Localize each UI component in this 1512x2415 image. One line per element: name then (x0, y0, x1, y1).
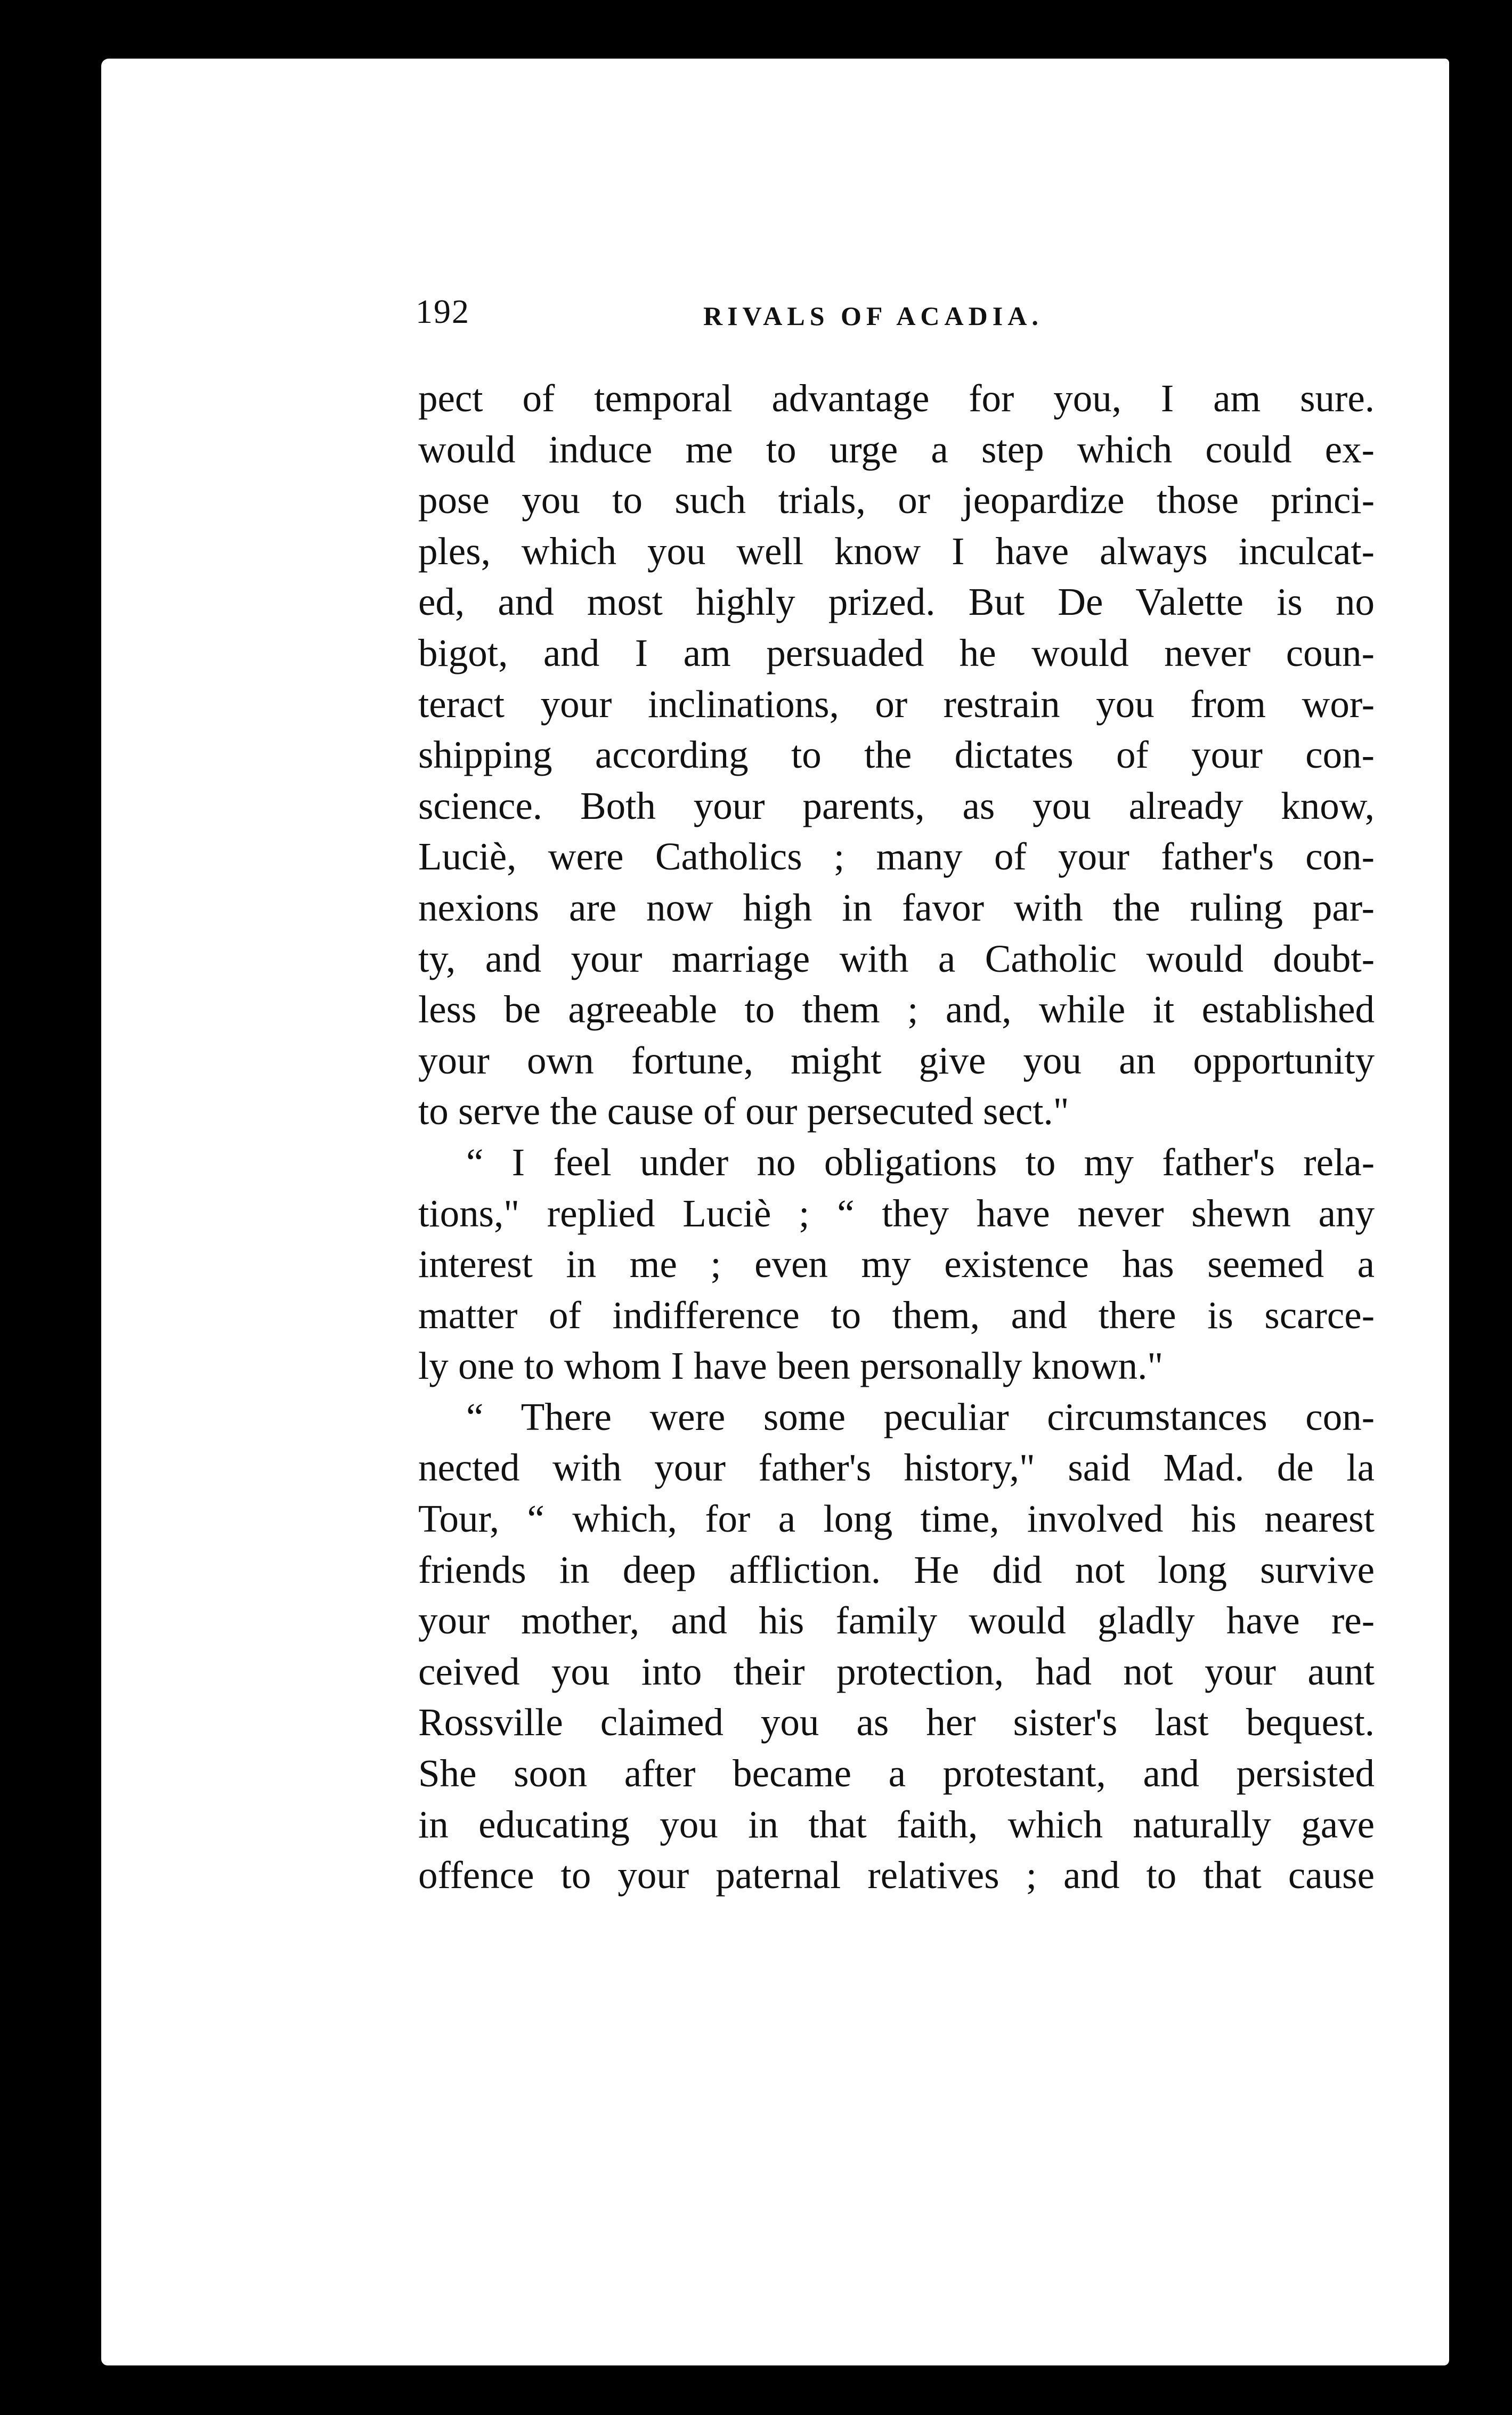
text-line: nected with your father's history," said Mad. de la (418, 1446, 1375, 1490)
text-line: “ There were some peculiar circumstances con- (466, 1395, 1375, 1438)
text-line: “ I feel under no obligations to my father's rela- (466, 1140, 1375, 1184)
text-line: shipping according to the dictates of your con- (418, 733, 1375, 777)
text-line: ly one to whom I have been personally known." (418, 1344, 1164, 1388)
page-number: 192 (416, 292, 470, 330)
text-line: friends in deep affliction. He did not long survive (418, 1548, 1375, 1591)
text-line: bigot, and I am persuaded he would never coun- (418, 631, 1375, 674)
page-header (416, 282, 1375, 341)
text-line: ed, and most highly prized. But De Valette is no (418, 580, 1375, 624)
text-line: tions," replied Luciè ; “ they have never shewn any (418, 1191, 1375, 1235)
text-line: less be agreeable to them ; and, while it established (418, 988, 1375, 1031)
text-line: She soon after became a protestant, and persisted (418, 1752, 1375, 1795)
text-line: in educating you in that faith, which naturally gave (418, 1802, 1375, 1846)
running-title: RIVALS OF ACADIA. (703, 301, 1043, 331)
text-line: offence to your paternal relatives ; and to that cause (418, 1853, 1375, 1897)
text-line: matter of indifference to them, and there is scarce- (418, 1293, 1375, 1337)
text-line: Tour, “ which, for a long time, involved his nearest (418, 1497, 1375, 1541)
text-line: pose you to such trials, or jeopardize those princi- (418, 478, 1375, 522)
text-line: to serve the cause of our persecuted sect." (418, 1089, 1069, 1133)
body-text (418, 373, 1375, 1901)
text-line: would induce me to urge a step which could ex- (418, 427, 1375, 471)
text-line: Luciè, were Catholics ; many of your father's con- (418, 835, 1375, 879)
text-line: interest in me ; even my existence has seemed a (418, 1242, 1375, 1286)
text-line: Rossville claimed you as her sister's last bequest. (418, 1701, 1375, 1744)
text-line: ples, which you well know I have always inculcat- (418, 529, 1375, 573)
text-line: science. Both your parents, as you already know, (418, 784, 1375, 827)
text-line: nexions are now high in favor with the ruling par- (418, 885, 1375, 929)
text-line: ty, and your marriage with a Catholic would doubt- (418, 937, 1375, 980)
text-line: pect of temporal advantage for you, I am sure. (418, 377, 1375, 420)
text-line: teract your inclinations, or restrain you from wor- (418, 682, 1375, 726)
text-line: your own fortune, might give you an opportunity (418, 1038, 1375, 1082)
text-line: ceived you into their protection, had not your aunt (418, 1649, 1375, 1693)
text-line: your mother, and his family would gladly have re- (418, 1599, 1375, 1642)
